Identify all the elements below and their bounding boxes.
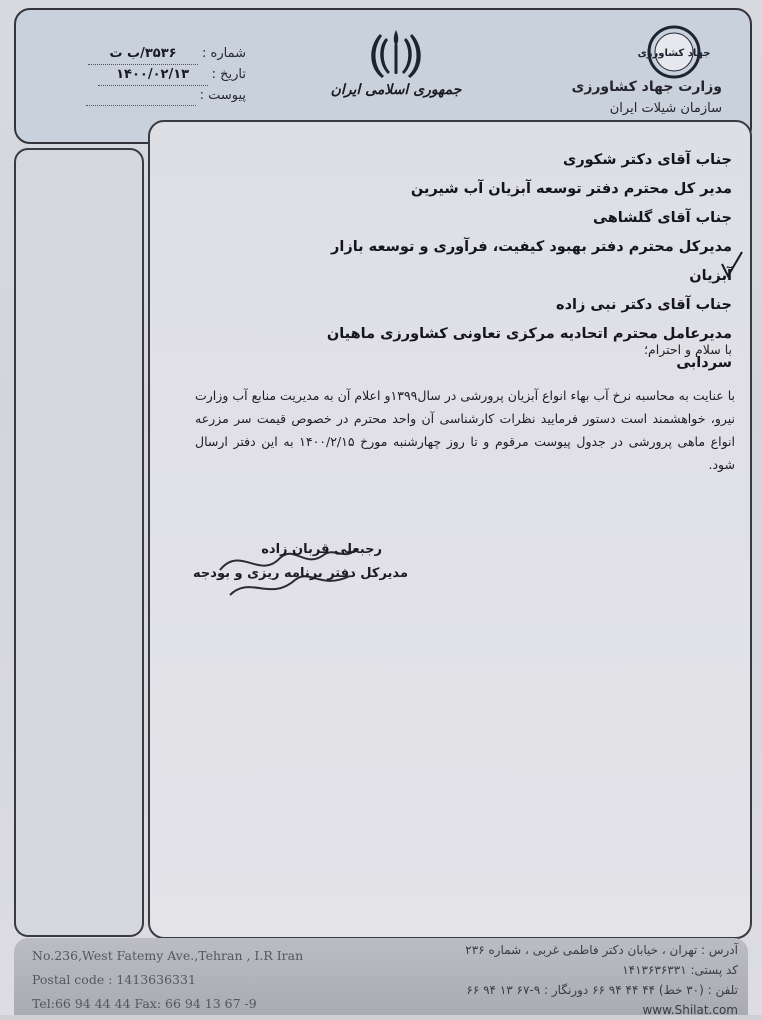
signatory-name: رجبعلی قربان زاده — [261, 542, 382, 557]
emblem-caption: جمهوری اسلامی ایران — [330, 82, 462, 98]
footer-phone-en: Tel:66 94 44 44 Fax: 66 94 13 67 -9 — [32, 996, 257, 1011]
checkmark-icon — [720, 250, 744, 280]
footer-postal-fa: کد پستی: ۱۴۱۳۶۳۶۳۳۱ — [622, 963, 738, 977]
footer-postal-en: Postal code : 1413636331 — [32, 972, 196, 987]
attachment-value — [86, 86, 196, 106]
footer-phone-fa: تلفن : (۳۰ خط) ۴۴ ۴۴ ۹۴ ۶۶ دورنگار : ۹-۶۷ ۱۳ ۹۴ ۶۶ — [466, 983, 738, 997]
addressee-line: جناب آقای دکتر شکوری — [563, 152, 732, 168]
footer-english — [32, 944, 303, 1016]
signature-block — [170, 540, 410, 610]
addressee-line: مدیر کل محترم دفتر توسعه آبزیان آب شیرین — [410, 181, 732, 197]
number-row — [46, 44, 246, 65]
addressee-line: جناب آقای دکتر نبی زاده — [556, 297, 732, 313]
date-row — [46, 65, 246, 86]
date-value: ۱۴۰۰/۰۲/۱۳ — [98, 65, 208, 86]
ministry-name: وزارت جهاد کشاورزی — [571, 79, 722, 95]
logo-text: جهاد کشاورزی — [637, 48, 711, 59]
attachment-row — [46, 86, 246, 106]
greeting: با سلام و احترام؛ — [644, 342, 732, 357]
letter-footer — [14, 938, 748, 1015]
date-label: تاریخ : — [211, 67, 246, 82]
number-value: ۳۵۳۶/ب ت — [88, 44, 198, 65]
signatory-title: مدیرکل دفتر برنامه ریزی و بودجه — [193, 566, 408, 581]
reference-fields — [46, 44, 246, 106]
footer-address-fa: آدرس : تهران ، خیابان دکتر فاطمی غربی ، شماره ۲۳۶ — [465, 943, 738, 957]
ministry-logo — [637, 24, 711, 80]
addressee-line: مدیرکل محترم دفتر بهبود کیفیت، فرآوری و توسعه بازار آبزیان — [331, 239, 732, 284]
organization-name: سازمان شیلات ایران — [609, 101, 722, 116]
margin-column — [14, 148, 144, 937]
addressee-line: مدیرعامل محترم اتحادیه مرکزی تعاونی کشاورزی ماهیان سردابی — [326, 326, 732, 371]
footer-persian — [465, 940, 738, 1020]
letter-body-text: با عنایت به محاسبه نرخ آب بهاء انواع آبزیان پرورشی در سال۱۳۹۹و اعلام آن به مدیریت منابع آب وزارت نیرو، خواهشمند است دستور فرمایید نظرات کارشناسی آن واحد محترم در خصوص قیمت سر مزرعه انواع ماهی پرورشی در جدول پیوست مرقوم و تا روز چهارشنبه مورخ ۱۴۰۰/۲/۱۵ به این دفتر ارسال شود. — [195, 388, 735, 472]
ministry-block — [571, 76, 722, 120]
number-label: شماره : — [202, 46, 246, 61]
footer-address-en: No.236,West Fatemy Ave.,Tehran , I.R Iran — [32, 948, 304, 963]
addressee-line: جناب آقای گلشاهی — [593, 210, 732, 226]
iran-emblem-icon — [356, 24, 436, 84]
footer-web-fa: www.Shilat.com — [642, 1003, 738, 1017]
attachment-label: پیوست : — [199, 88, 246, 103]
